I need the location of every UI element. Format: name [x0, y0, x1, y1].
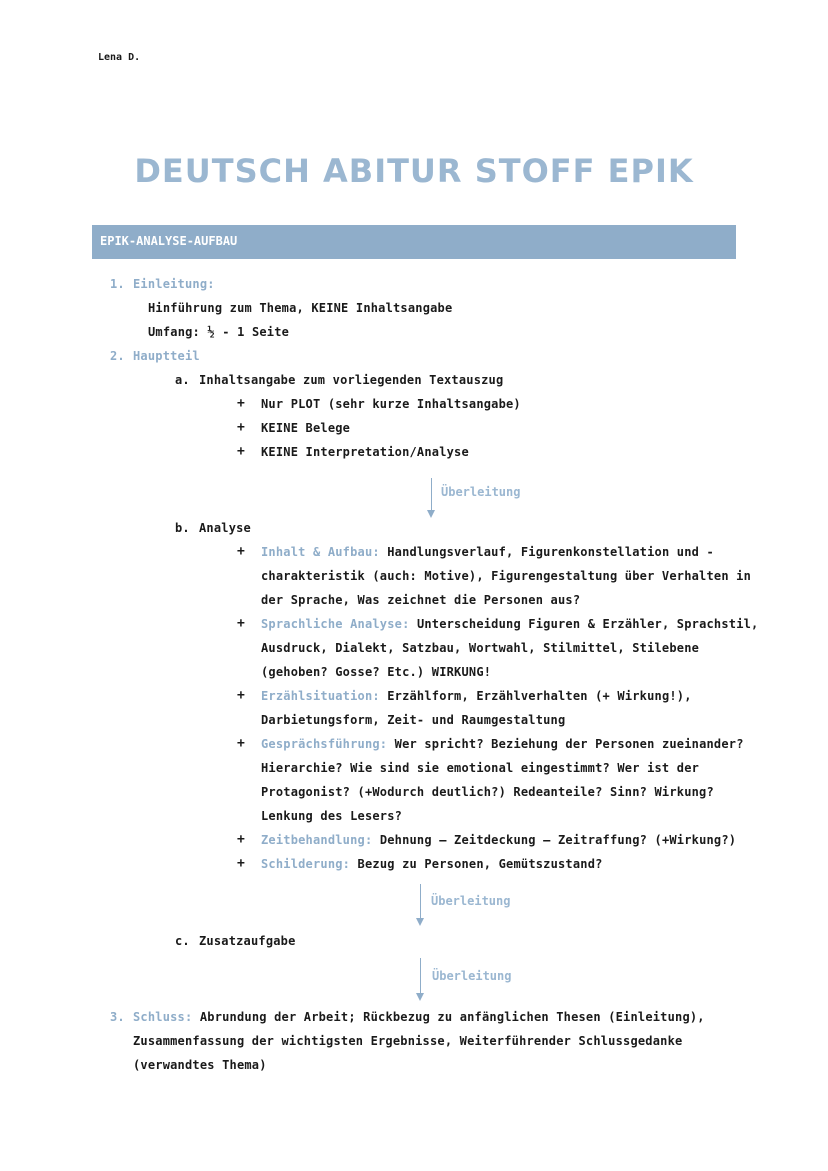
analysis-term: Schilderung:	[261, 857, 351, 871]
analysis-text: Bezug zu Personen, Gemütszustand?	[357, 857, 603, 871]
plus-bullet-icon: +	[237, 544, 245, 559]
schluss-item	[133, 1010, 705, 1024]
plus-bullet-icon: +	[237, 396, 245, 411]
page-title: DEUTSCH ABITUR STOFF EPIK	[134, 152, 694, 190]
sub-a-bullet: Nur PLOT (sehr kurze Inhaltsangabe)	[261, 397, 521, 411]
transition-label: Überleitung	[432, 969, 512, 983]
arrow-down-icon	[416, 993, 424, 1001]
arrow-line	[431, 478, 432, 510]
analysis-item	[261, 737, 744, 751]
analysis-text: Darbietungsform, Zeit- und Raumgestaltung	[261, 713, 566, 727]
analysis-text: Dehnung – Zeitdeckung – Zeitraffung? (+Wirkung?)	[379, 833, 737, 847]
analysis-text: Erzählform, Erzählverhalten (+ Wirkung!),	[387, 689, 692, 703]
sub-a-bullet: KEINE Belege	[261, 421, 351, 435]
analysis-text: Wer spricht? Beziehung der Personen zueinander?	[394, 737, 744, 751]
sub-c-label: Zusatzaufgabe	[199, 934, 296, 948]
analysis-term: Zeitbehandlung:	[261, 833, 373, 847]
section-header-label: EPIK-ANALYSE-AUFBAU	[100, 234, 238, 248]
analysis-term: Erzählsituation:	[261, 689, 380, 703]
analysis-text: Ausdruck, Dialekt, Satzbau, Wortwahl, Stilmittel, Stilebene	[261, 641, 700, 655]
arrow-down-icon	[427, 510, 435, 518]
analysis-item	[261, 545, 714, 559]
sub-b-letter: b.	[175, 521, 190, 535]
plus-bullet-icon: +	[237, 856, 245, 871]
schluss-label: Schluss:	[133, 1010, 193, 1024]
einleitung-label: Einleitung:	[133, 277, 215, 291]
analysis-text: charakteristik (auch: Motive), Figurengestaltung über Verhalten in	[261, 569, 752, 583]
analysis-item	[261, 857, 603, 871]
schluss-number: 3.	[110, 1010, 125, 1024]
analysis-text: Unterscheidung Figuren & Erzähler, Sprachstil,	[416, 617, 759, 631]
hauptteil-number: 2.	[110, 349, 125, 363]
analysis-item	[261, 833, 736, 847]
analysis-term: Sprachliche Analyse:	[261, 617, 410, 631]
analysis-term: Inhalt & Aufbau:	[261, 545, 380, 559]
hauptteil-label: Hauptteil	[133, 349, 200, 363]
sub-a-bullet: KEINE Interpretation/Analyse	[261, 445, 469, 459]
section-header	[92, 225, 736, 259]
einleitung-number: 1.	[110, 277, 125, 291]
transition-label: Überleitung	[441, 485, 521, 499]
author-name: Lena D.	[98, 52, 141, 63]
schluss-text: Abrundung der Arbeit; Rückbezug zu anfänglichen Thesen (Einleitung),	[199, 1010, 705, 1024]
arrow-down-icon	[416, 918, 424, 926]
analysis-text: Protagonist? (+Wodurch deutlich?) Redeanteile? Sinn? Wirkung?	[261, 785, 714, 799]
plus-bullet-icon: +	[237, 736, 245, 751]
plus-bullet-icon: +	[237, 832, 245, 847]
arrow-line	[420, 958, 421, 993]
analysis-text: (gehoben? Gosse? Etc.) WIRKUNG!	[261, 665, 492, 679]
analysis-text: Hierarchie? Wie sind sie emotional eingestimmt? Wer ist der	[261, 761, 700, 775]
sub-a-label: Inhaltsangabe zum vorliegenden Textauszug	[199, 373, 504, 387]
analysis-text: Handlungsverlauf, Figurenkonstellation und -	[387, 545, 714, 559]
analysis-item	[261, 617, 758, 631]
analysis-item	[261, 689, 692, 703]
sub-b-label: Analyse	[199, 521, 251, 535]
schluss-text: (verwandtes Thema)	[133, 1058, 267, 1072]
plus-bullet-icon: +	[237, 616, 245, 631]
analysis-text: der Sprache, Was zeichnet die Personen aus?	[261, 593, 581, 607]
sub-c-letter: c.	[175, 934, 190, 948]
arrow-line	[420, 884, 421, 918]
analysis-term: Gesprächsführung:	[261, 737, 388, 751]
schluss-text: Zusammenfassung der wichtigsten Ergebnisse, Weiterführender Schlussgedanke	[133, 1034, 683, 1048]
plus-bullet-icon: +	[237, 688, 245, 703]
sub-a-letter: a.	[175, 373, 190, 387]
einleitung-line: Hinführung zum Thema, KEINE Inhaltsangabe	[148, 301, 453, 315]
einleitung-line: Umfang: ½ - 1 Seite	[148, 325, 290, 339]
transition-label: Überleitung	[431, 894, 511, 908]
plus-bullet-icon: +	[237, 420, 245, 435]
plus-bullet-icon: +	[237, 444, 245, 459]
analysis-text: Lenkung des Lesers?	[261, 809, 403, 823]
